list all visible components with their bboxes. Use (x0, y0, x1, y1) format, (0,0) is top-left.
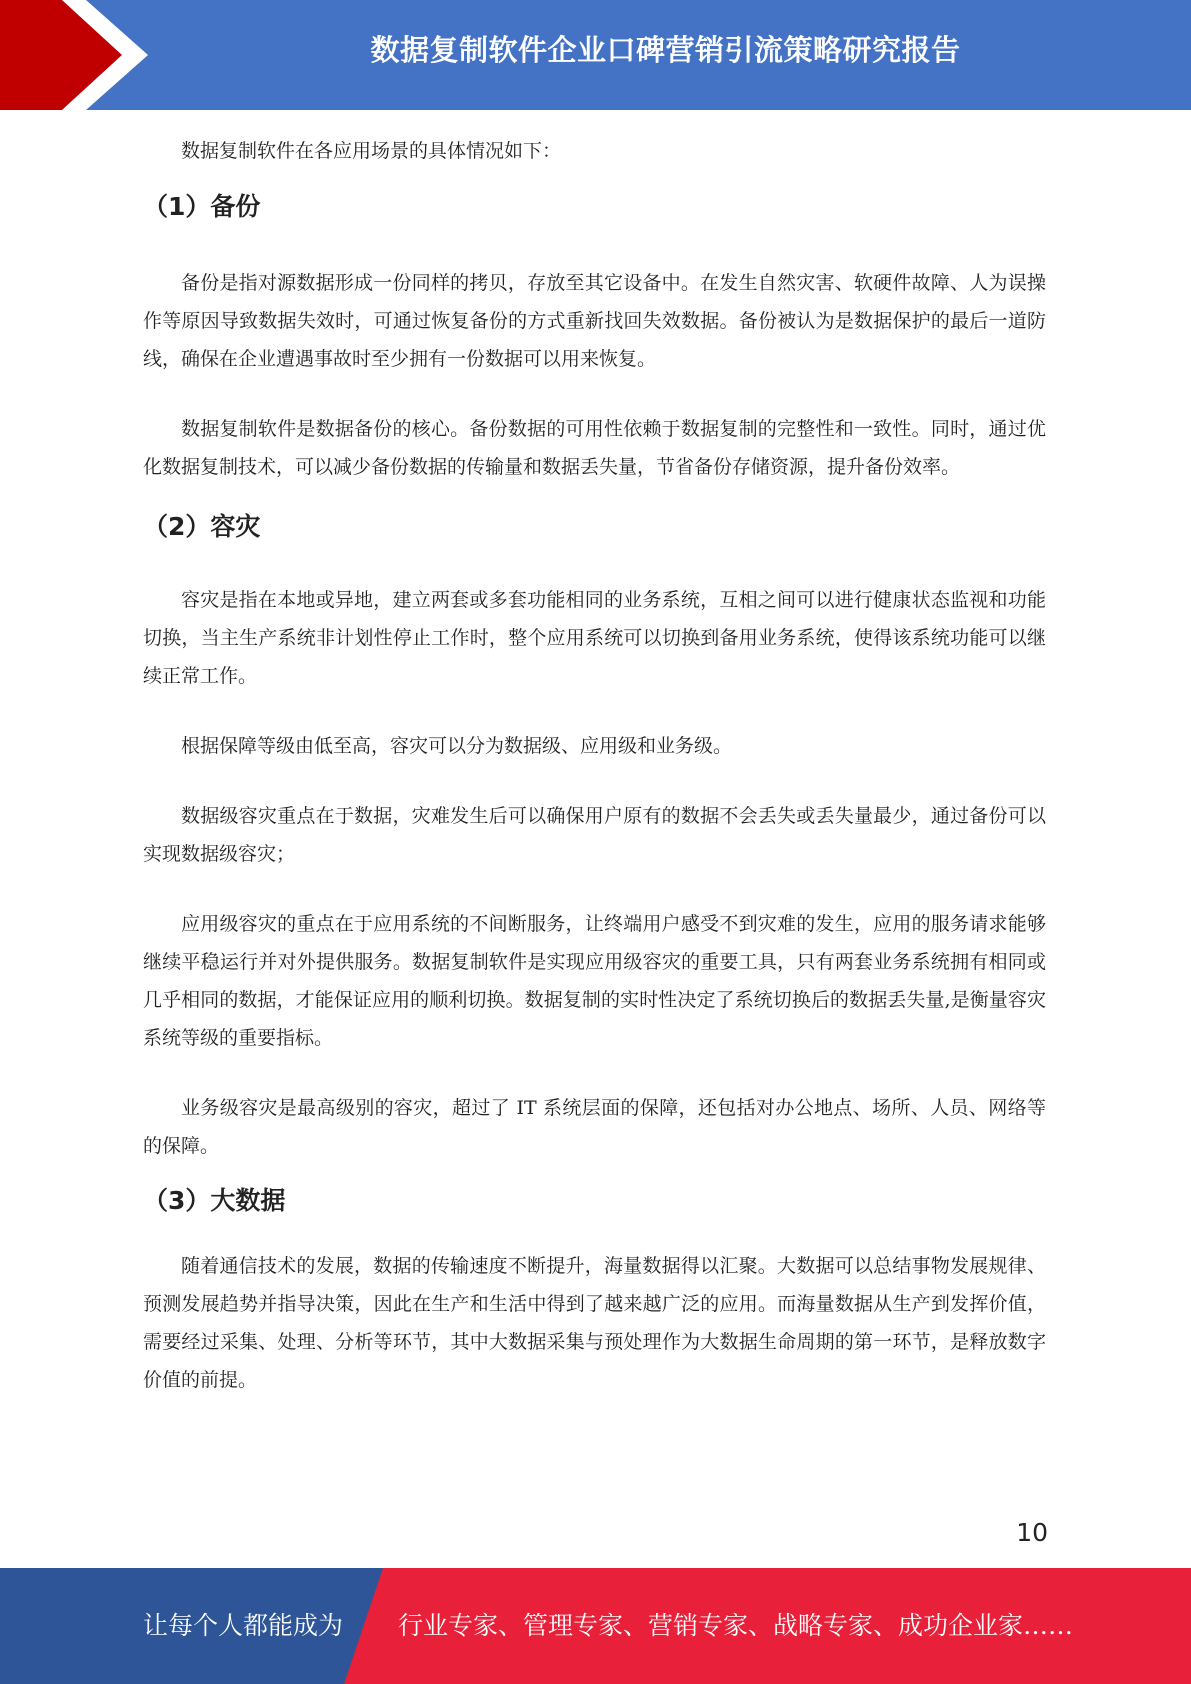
paragraph: 随着通信技术的发展，数据的传输速度不断提升，海量数据得以汇聚。大数据可以总结事物发展规律、预测发展趋势并指导决策，因此在生产和生活中得到了越来越广泛的应用。而海量数据从生产到发挥价值，需要经过采集、处理、分析等环节，其中大数据采集与预处理作为大数据生命周期的第一环节，是释放数字价值的前提。 (143, 1255, 1046, 1391)
paragraph: 数据复制软件是数据备份的核心。备份数据的可用性依赖于数据复制的完整性和一致性。同时，通过优化数据复制技术，可以减少备份数据的传输量和数据丢失量，节省备份存储资源，提升备份效率。 (143, 418, 1046, 478)
section-heading-disaster-recovery: （2）容灾 (143, 512, 261, 541)
paragraph: 容灾是指在本地或异地，建立两套或多套功能相同的业务系统，互相之间可以进行健康状态监视和功能切换，当主生产系统非计划性停止工作时，整个应用系统可以切换到备用业务系统，使得该系统功能可以继续正常工作。 (143, 589, 1046, 687)
footer-slogan-roles: 行业专家、管理专家、营销专家、战略专家、成功企业家…… (398, 1611, 1074, 1640)
document-body (143, 132, 1046, 1399)
paragraph: 备份是指对源数据形成一份同样的拷贝，存放至其它设备中。在发生自然灾害、软硬件故障、人为误操作等原因导致数据失效时，可通过恢复备份的方式重新找回失效数据。备份被认为是数据保护的最后一道防线，确保在企业遭遇事故时至少拥有一份数据可以用来恢复。 (143, 272, 1046, 370)
page-header (0, 0, 1191, 110)
paragraph: 根据保障等级由低至高，容灾可以分为数据级、应用级和业务级。 (181, 735, 733, 757)
page-number: 10 (1016, 1518, 1048, 1547)
intro-paragraph: 数据复制软件在各应用场景的具体情况如下： (181, 140, 562, 162)
section-heading-backup: （1）备份 (143, 192, 261, 221)
page-footer (0, 1568, 1191, 1684)
paragraph: 应用级容灾的重点在于应用系统的不间断服务，让终端用户感受不到灾难的发生，应用的服务请求能够继续平稳运行并对外提供服务。数据复制软件是实现应用级容灾的重要工具，只有两套业务系统拥有相同或几乎相同的数据，才能保证应用的顺利切换。数据复制的实时性决定了系统切换后的数据丢失量,是衡量容灾系统等级的重要指标。 (143, 913, 1046, 1049)
paragraph: 业务级容灾是最高级别的容灾，超过了 IT 系统层面的保障，还包括对办公地点、场所、人员、网络等的保障。 (143, 1097, 1046, 1157)
section-heading-big-data: （3）大数据 (143, 1186, 286, 1215)
paragraph: 数据级容灾重点在于数据，灾难发生后可以确保用户原有的数据不会丢失或丢失量最少，通过备份可以实现数据级容灾； (143, 805, 1046, 865)
footer-slogan-lead: 让每个人都能成为 (143, 1611, 344, 1640)
report-title: 数据复制软件企业口碑营销引流策略研究报告 (370, 33, 961, 67)
